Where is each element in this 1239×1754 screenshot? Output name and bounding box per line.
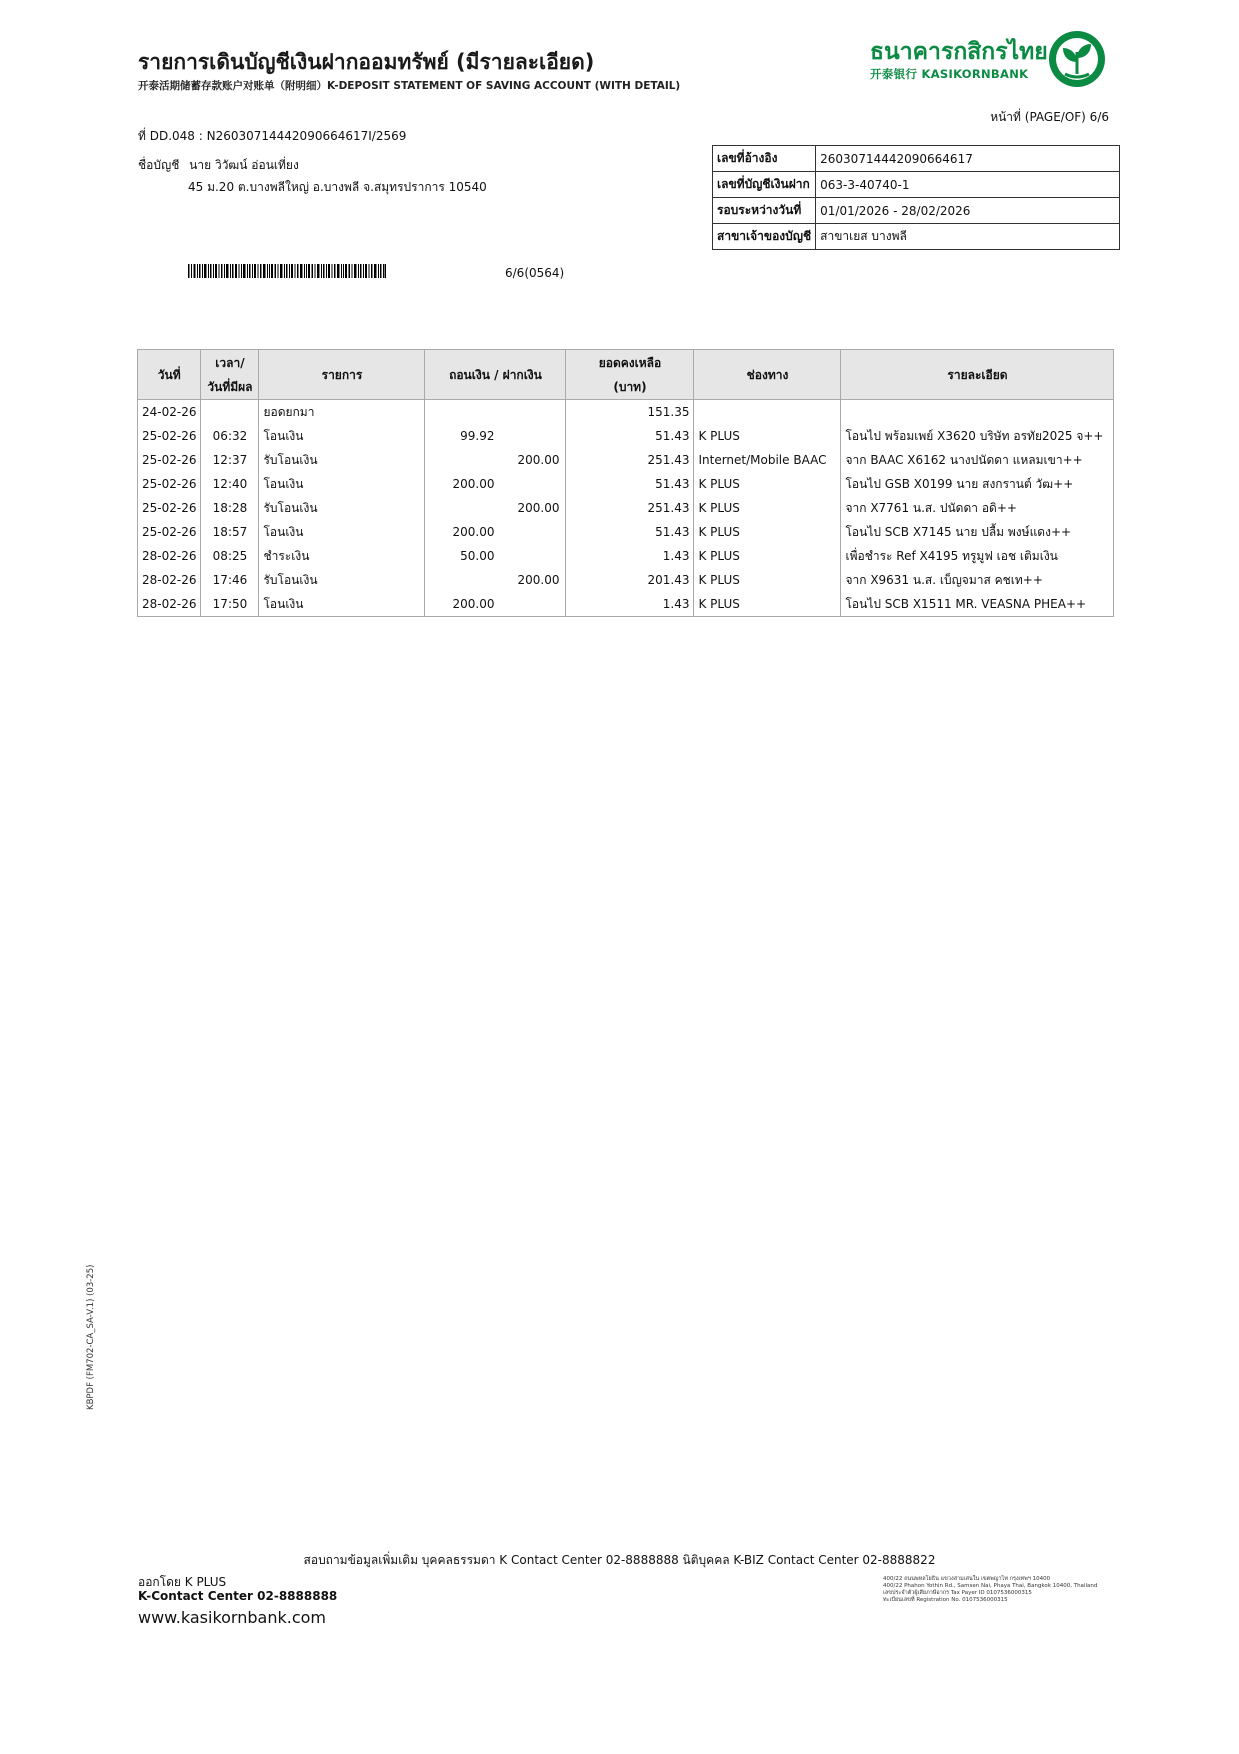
info-label: เลขที่อ้างอิง — [713, 146, 816, 172]
table-row — [138, 400, 1114, 425]
table-row — [138, 448, 1114, 472]
cell-balance: 201.43 — [566, 568, 694, 592]
deposit-amount: 200.00 — [517, 573, 560, 587]
cell-withdraw — [425, 448, 566, 472]
cell-date: 28-02-26 — [138, 568, 201, 592]
info-value: 26030714442090664617 — [816, 146, 1120, 172]
statement-title: รายการเดินบัญชีเงินฝากออมทรัพย์ (มีรายละเอียด) — [138, 50, 595, 74]
cell-channel: Internet/Mobile BAAC — [694, 448, 841, 472]
statement-subtitle: 开泰活期储蓄存款账户对账单（附明细）K-DEPOSIT STATEMENT OF SAVING ACCOUNT (WITH DETAIL) — [138, 80, 681, 92]
barcode — [188, 264, 386, 278]
contact-center: K-Contact Center 02-8888888 — [138, 1589, 338, 1603]
info-label: รอบระหว่างวันที่ — [713, 198, 816, 224]
account-info-table — [712, 145, 1120, 250]
cell-withdraw — [425, 568, 566, 592]
cell-item: โอนเงิน — [259, 520, 425, 544]
contact-info: สอบถามข้อมูลเพิ่มเติม บุคคลธรรมดา K Contact Center 02-8888888 นิติบุคคล K-BIZ Contact Center 02-8888822 — [303, 1553, 936, 1567]
cell-channel: K PLUS — [694, 568, 841, 592]
kasikorn-emblem-icon — [1048, 30, 1106, 88]
cell-channel — [694, 400, 841, 425]
cell-detail: จาก X9631 น.ส. เบ็ญจมาส คชเท++ — [841, 568, 1114, 592]
col-header-balance-line1: ยอดคงเหลือ — [598, 355, 662, 370]
cell-time: 12:37 — [201, 448, 259, 472]
fine-print-line: 400/22 ถนนพหลโยธิน แขวงสามเสนใน เขตพญาไท กรุงเทพฯ 10400 — [883, 1576, 1051, 1582]
cell-time: 18:28 — [201, 496, 259, 520]
cell-date: 25-02-26 — [138, 520, 201, 544]
bank-logo — [870, 30, 1110, 94]
cell-date: 28-02-26 — [138, 592, 201, 617]
fine-print-line: 400/22 Phahon Yothin Rd., Samsen Nai, Phaya Thai, Bangkok 10400, Thailand — [883, 1583, 1098, 1589]
cell-item: ชำระเงิน — [259, 544, 425, 568]
cell-date: 28-02-26 — [138, 544, 201, 568]
cell-time: 12:40 — [201, 472, 259, 496]
cell-item: โอนเงิน — [259, 472, 425, 496]
cell-item: รับโอนเงิน — [259, 448, 425, 472]
table-row — [138, 544, 1114, 568]
withdraw-amount: 200.00 — [452, 477, 495, 491]
cell-balance: 251.43 — [566, 496, 694, 520]
fine-print-line: ทะเบียนเลขที่ Registration No. 0107536000315 — [883, 1597, 1008, 1603]
cell-withdraw — [425, 400, 566, 425]
cell-balance: 51.43 — [566, 520, 694, 544]
cell-detail: โอนไป SCB X7145 นาย ปลื้ม พงษ์แดง++ — [841, 520, 1114, 544]
table-row — [138, 496, 1114, 520]
cell-detail: โอนไป SCB X1511 MR. VEASNA PHEA++ — [841, 592, 1114, 617]
cell-balance: 1.43 — [566, 592, 694, 617]
cell-date: 25-02-26 — [138, 448, 201, 472]
withdraw-amount: 200.00 — [452, 525, 495, 539]
info-label: เลขที่บัญชีเงินฝาก — [713, 172, 816, 198]
deposit-amount: 200.00 — [517, 501, 560, 515]
info-label: สาขาเจ้าของบัญชี — [713, 224, 816, 250]
col-header-date: วันที่ — [138, 350, 201, 400]
document-reference: ที่ DD.048 : N26030714442090664617I/2569 — [138, 129, 407, 143]
col-header-detail: รายละเอียด — [841, 350, 1114, 400]
table-row — [138, 424, 1114, 448]
bank-name-english: 开泰银行 KASIKORNBANK — [870, 67, 1029, 81]
info-row-reference — [713, 146, 1120, 172]
account-address: 45 ม.20 ต.บางพลีใหญ่ อ.บางพลี จ.สมุทรปราการ 10540 — [188, 180, 487, 194]
issued-by: ออกโดย K PLUS — [138, 1575, 227, 1589]
col-header-balance-line2: (บาท) — [613, 379, 647, 394]
table-header-row — [138, 350, 1114, 400]
cell-time: 06:32 — [201, 424, 259, 448]
cell-time: 17:46 — [201, 568, 259, 592]
account-name: นาย วิวัฒน์ อ่อนเที่ยง — [189, 158, 299, 172]
barcode-number: 6/6(0564) — [505, 266, 565, 280]
cell-time — [201, 400, 259, 425]
col-header-item: รายการ — [259, 350, 425, 400]
cell-item: โอนเงิน — [259, 424, 425, 448]
col-header-balance — [566, 350, 694, 400]
cell-withdraw — [425, 424, 566, 448]
cell-balance: 51.43 — [566, 424, 694, 448]
table-row — [138, 520, 1114, 544]
cell-channel: K PLUS — [694, 496, 841, 520]
deposit-amount: 200.00 — [517, 453, 560, 467]
cell-time: 18:57 — [201, 520, 259, 544]
account-name-row — [138, 156, 299, 175]
cell-detail: เพื่อชำระ Ref X4195 ทรูมูฟ เอช เติมเงิน — [841, 544, 1114, 568]
withdraw-amount: 50.00 — [460, 549, 495, 563]
fine-print-line: เลขประจำตัวผู้เสียภาษีอากร Tax Payer ID 0107536000315 — [883, 1590, 1032, 1596]
cell-balance: 51.43 — [566, 472, 694, 496]
cell-withdraw — [425, 472, 566, 496]
col-header-amount: ถอนเงิน / ฝากเงิน — [425, 350, 566, 400]
bank-name-thai: ธนาคารกสิกรไทย — [870, 39, 1048, 65]
cell-item: รับโอนเงิน — [259, 496, 425, 520]
cell-detail: โอนไป GSB X0199 นาย สงกรานต์ วัฒ++ — [841, 472, 1114, 496]
cell-balance: 1.43 — [566, 544, 694, 568]
withdraw-amount: 99.92 — [460, 429, 495, 443]
table-row — [138, 592, 1114, 617]
cell-withdraw — [425, 544, 566, 568]
cell-channel: K PLUS — [694, 424, 841, 448]
cell-date: 24-02-26 — [138, 400, 201, 425]
transactions-body — [138, 400, 1114, 617]
cell-balance: 251.43 — [566, 448, 694, 472]
info-value: 01/01/2026 - 28/02/2026 — [816, 198, 1120, 224]
cell-withdraw — [425, 592, 566, 617]
cell-item: ยอดยกมา — [259, 400, 425, 425]
website-link[interactable]: www.kasikornbank.com — [138, 1608, 326, 1627]
cell-withdraw — [425, 496, 566, 520]
col-header-time-line1: เวลา/ — [215, 355, 245, 370]
cell-item: รับโอนเงิน — [259, 568, 425, 592]
table-row — [138, 472, 1114, 496]
info-row-branch — [713, 224, 1120, 250]
info-row-account-number — [713, 172, 1120, 198]
cell-item: โอนเงิน — [259, 592, 425, 617]
cell-date: 25-02-26 — [138, 496, 201, 520]
cell-balance: 151.35 — [566, 400, 694, 425]
cell-channel: K PLUS — [694, 472, 841, 496]
cell-channel: K PLUS — [694, 544, 841, 568]
table-row — [138, 568, 1114, 592]
cell-detail: โอนไป พร้อมเพย์ X3620 บริษัท อรทัย2025 จ++ — [841, 424, 1114, 448]
form-code: KBPDF (FM702-CA_SA-V.1) (03-25) — [86, 1264, 96, 1410]
info-value: 063-3-40740-1 — [816, 172, 1120, 198]
cell-time: 08:25 — [201, 544, 259, 568]
col-header-channel: ช่องทาง — [694, 350, 841, 400]
cell-channel: K PLUS — [694, 520, 841, 544]
cell-detail — [841, 400, 1114, 425]
cell-detail: จาก BAAC X6162 นางปนัดดา แหลมเขา++ — [841, 448, 1114, 472]
cell-withdraw — [425, 520, 566, 544]
info-row-period — [713, 198, 1120, 224]
transactions-table — [137, 349, 1114, 617]
cell-channel: K PLUS — [694, 592, 841, 617]
bank-address-fine-print — [883, 1576, 1123, 1604]
col-header-time-line2: วันที่มีผล — [207, 379, 253, 394]
cell-date: 25-02-26 — [138, 472, 201, 496]
info-value: สาขาเยส บางพลี — [816, 224, 1120, 250]
page-indicator: หน้าที่ (PAGE/OF) 6/6 — [990, 110, 1109, 124]
cell-date: 25-02-26 — [138, 424, 201, 448]
withdraw-amount: 200.00 — [452, 597, 495, 611]
col-header-time — [201, 350, 259, 400]
cell-detail: จาก X7761 น.ส. ปนัดดา อดิ++ — [841, 496, 1114, 520]
account-name-label: ชื่อบัญชี — [138, 158, 180, 172]
cell-time: 17:50 — [201, 592, 259, 617]
